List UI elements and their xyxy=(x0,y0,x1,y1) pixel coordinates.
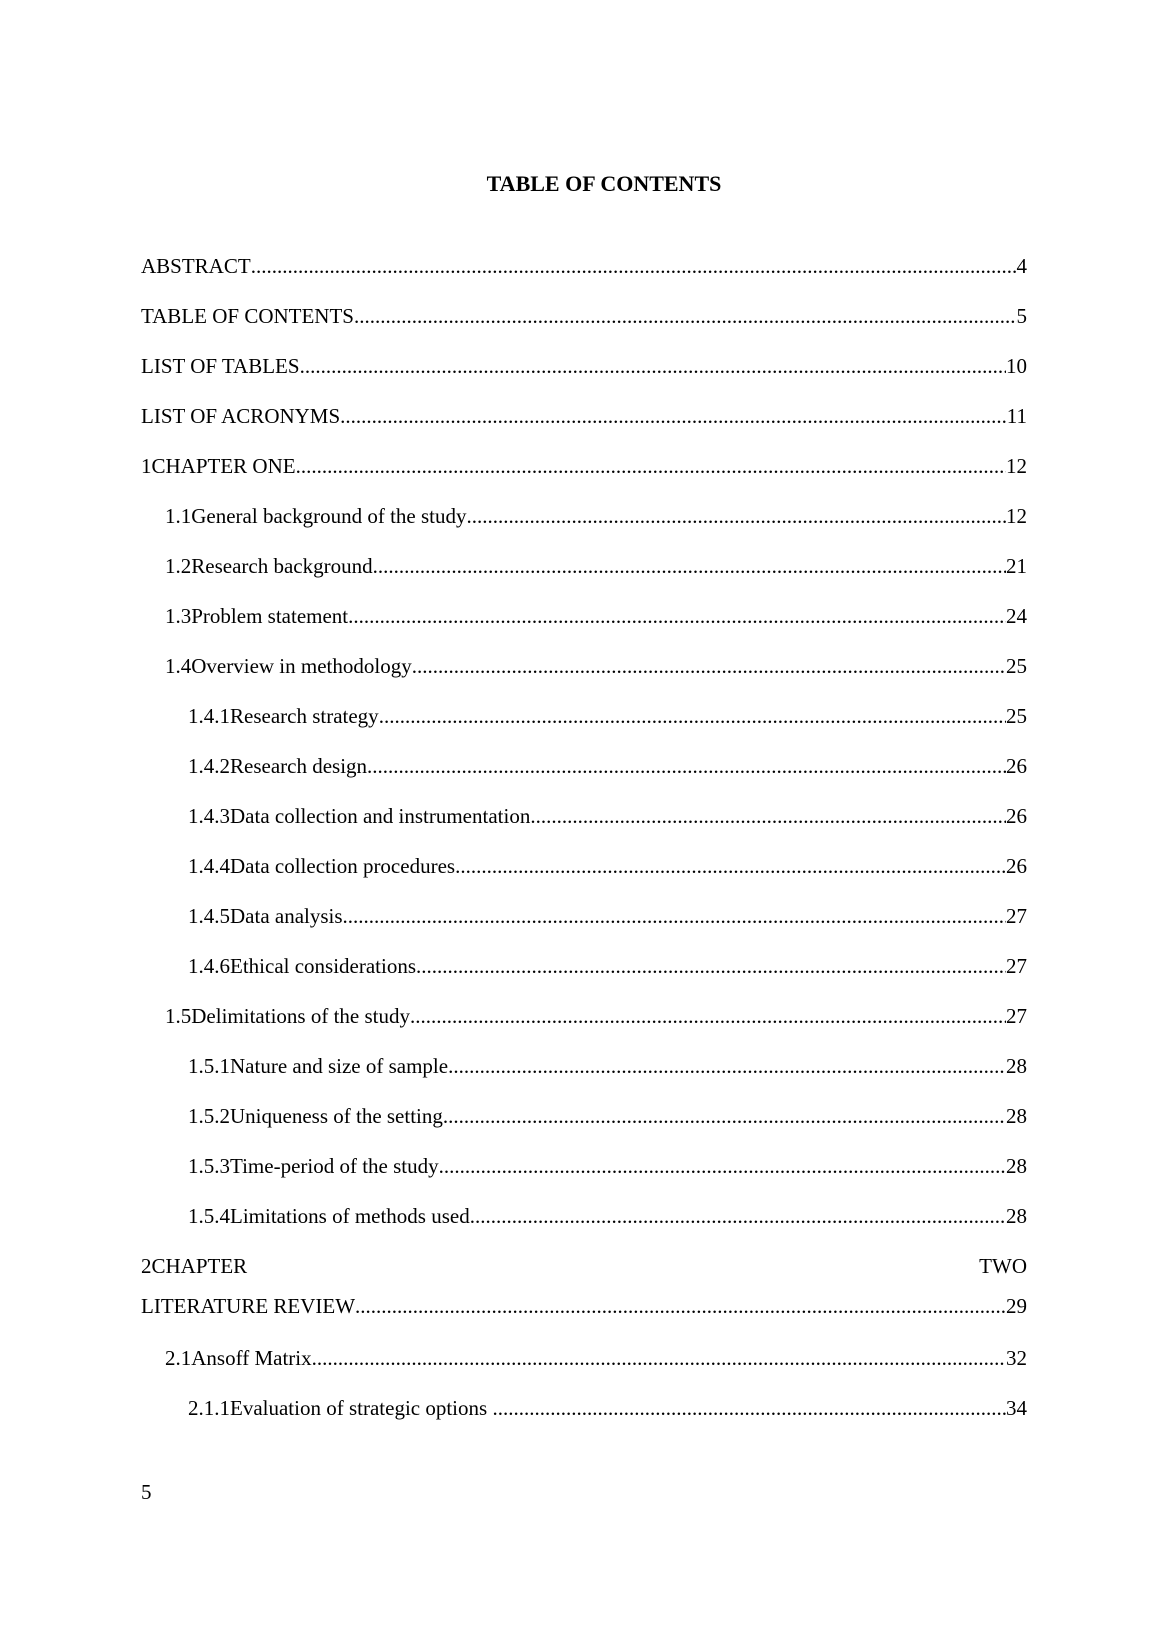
toc-page-number: 32 xyxy=(1006,1346,1027,1370)
toc-page-number: 27 xyxy=(1006,954,1027,978)
toc-dot-leader xyxy=(492,1393,1006,1423)
toc-dot-leader xyxy=(296,451,1006,481)
toc-entry-text: Evaluation of strategic options xyxy=(230,1396,493,1420)
toc-entry-number: 1.4.6 xyxy=(188,954,230,978)
toc-entry-number: 1.1 xyxy=(165,504,192,528)
toc-entry-1-5-4[interactable] xyxy=(141,1201,1027,1251)
toc-dot-leader xyxy=(300,351,1006,381)
toc-dot-leader xyxy=(530,801,1006,831)
toc-entry-number: 1.4.2 xyxy=(188,754,230,778)
toc-page-number: 34 xyxy=(1006,1396,1027,1420)
toc-entry-number: 1.5.4 xyxy=(188,1204,230,1228)
toc-page-number: 11 xyxy=(1006,404,1027,428)
toc-page-number: 21 xyxy=(1006,554,1027,578)
toc-entry-list-of-tables[interactable] xyxy=(141,351,1027,401)
toc-entry-chapter-two[interactable] xyxy=(141,1251,1027,1343)
toc-dot-leader xyxy=(354,301,1017,331)
toc-entry-1-4-5[interactable] xyxy=(141,901,1027,951)
toc-dot-leader xyxy=(467,501,1007,531)
toc-entry-line-2 xyxy=(141,1291,1027,1343)
toc-dot-leader xyxy=(343,901,1006,931)
toc-entry-number: 1.4.3 xyxy=(188,804,230,828)
toc-entry-text: Data collection procedures xyxy=(230,854,456,878)
toc-entry-number: 1.4 xyxy=(165,654,192,678)
toc-page-number: 26 xyxy=(1006,854,1027,878)
toc-entry-text: ABSTRACT xyxy=(141,254,251,278)
toc-entry-number: 1 xyxy=(141,454,152,478)
toc-entry-text: Data analysis xyxy=(230,904,343,928)
toc-dot-leader xyxy=(373,551,1006,581)
toc-entry-1-5[interactable] xyxy=(141,1001,1027,1051)
toc-entry-number: 1.4.4 xyxy=(188,854,230,878)
toc-entry-number: 2.1.1 xyxy=(188,1396,230,1420)
toc-page-number: 12 xyxy=(1006,504,1027,528)
toc-entry-1-5-3[interactable] xyxy=(141,1151,1027,1201)
toc-page-number: 29 xyxy=(1006,1294,1027,1318)
toc-page-number: 27 xyxy=(1006,1004,1027,1028)
toc-entry-text: Delimitations of the study xyxy=(191,1004,410,1028)
toc-entry-chapter-one[interactable] xyxy=(141,451,1027,501)
toc-entry-number: 2.1 xyxy=(165,1346,192,1370)
toc-page-number: 24 xyxy=(1006,604,1027,628)
toc-entry-abstract[interactable] xyxy=(141,251,1027,301)
toc-dot-leader xyxy=(251,251,1017,281)
toc-page-number: 28 xyxy=(1006,1054,1027,1078)
toc-page-number: 25 xyxy=(1006,654,1027,678)
toc-dot-leader xyxy=(367,751,1006,781)
toc-page-number: 5 xyxy=(1016,304,1027,328)
toc-entry-2-1-1[interactable] xyxy=(141,1393,1027,1443)
toc-entry-text: Limitations of methods used xyxy=(230,1204,470,1228)
toc-entry-text: Ethical considerations xyxy=(230,954,417,978)
toc-entry-text: Data collection and instrumentation xyxy=(230,804,531,828)
toc-entry-1-4-2[interactable] xyxy=(141,751,1027,801)
toc-dot-leader xyxy=(448,1051,1006,1081)
toc-entry-text: Ansoff Matrix xyxy=(191,1346,312,1370)
toc-entry-text: General background of the study xyxy=(191,504,467,528)
toc-entry-text-right: TWO xyxy=(979,1254,1027,1278)
toc-entry-1-3[interactable] xyxy=(141,601,1027,651)
toc-entry-1-4-1[interactable] xyxy=(141,701,1027,751)
toc-page-number: 27 xyxy=(1006,904,1027,928)
toc-entry-1-1[interactable] xyxy=(141,501,1027,551)
toc-entry-text: LIST OF ACRONYMS xyxy=(141,404,341,428)
toc-entry-text: Research strategy xyxy=(230,704,379,728)
toc-dot-leader xyxy=(340,401,1007,431)
toc-entry-text: Problem statement xyxy=(191,604,349,628)
toc-entry-text: Uniqueness of the setting xyxy=(230,1104,443,1128)
toc-entry-number: 1.5 xyxy=(165,1004,192,1028)
toc-page-number: 28 xyxy=(1006,1154,1027,1178)
toc-entry-text: Research background xyxy=(191,554,373,578)
toc-dot-leader xyxy=(470,1201,1006,1231)
toc-entry-number: 1.4.5 xyxy=(188,904,230,928)
toc-page-number: 25 xyxy=(1006,704,1027,728)
toc-page-number: 4 xyxy=(1016,254,1027,278)
toc-entry-number: 1.5.1 xyxy=(188,1054,230,1078)
toc-page-number: 28 xyxy=(1006,1204,1027,1228)
toc-entry-text: Time-period of the study xyxy=(230,1154,439,1178)
toc-entry-number: 1.3 xyxy=(165,604,192,628)
toc-entry-text: LITERATURE REVIEW xyxy=(141,1294,356,1318)
toc-dot-leader xyxy=(379,701,1006,731)
toc-entry-text: LIST OF TABLES xyxy=(141,354,300,378)
toc-entry-1-2[interactable] xyxy=(141,551,1027,601)
toc-entry-1-4-3[interactable] xyxy=(141,801,1027,851)
toc-entry-text: Research design xyxy=(230,754,368,778)
toc-entry-1-4-4[interactable] xyxy=(141,851,1027,901)
toc-entry-2-1[interactable] xyxy=(141,1343,1027,1393)
toc-dot-leader xyxy=(439,1151,1006,1181)
toc-entry-number: 1.5.2 xyxy=(188,1104,230,1128)
toc-page-number: 26 xyxy=(1006,754,1027,778)
toc-entry-table-of-contents[interactable] xyxy=(141,301,1027,351)
toc-entry-text: TABLE OF CONTENTS xyxy=(141,304,354,328)
toc-entry-text: Overview in methodology xyxy=(191,654,412,678)
toc-dot-leader xyxy=(410,1001,1006,1031)
page-footer-number: 5 xyxy=(141,1480,152,1504)
toc-entry-1-4-6[interactable] xyxy=(141,951,1027,1001)
toc-entry-text: CHAPTER ONE xyxy=(151,454,296,478)
toc-dot-leader xyxy=(416,951,1006,981)
toc-entry-list-of-acronyms[interactable] xyxy=(141,401,1027,451)
toc-entry-number: 1.4.1 xyxy=(188,704,230,728)
toc-entry-heading-left xyxy=(141,1251,247,1281)
toc-dot-leader xyxy=(412,651,1006,681)
toc-page-number: 10 xyxy=(1006,354,1027,378)
toc-entry-1-4[interactable] xyxy=(141,651,1027,701)
toc-dot-leader xyxy=(455,851,1006,881)
toc-dot-leader xyxy=(348,601,1006,631)
toc-page-number: 26 xyxy=(1006,804,1027,828)
toc-entry-number: 1.2 xyxy=(165,554,192,578)
toc-entry-number: 1.5.3 xyxy=(188,1154,230,1178)
toc-list xyxy=(141,251,1027,1443)
toc-dot-leader xyxy=(443,1101,1006,1131)
toc-dot-leader xyxy=(355,1291,1006,1321)
toc-entry-text: Nature and size of sample xyxy=(230,1054,449,1078)
toc-entry-1-5-2[interactable] xyxy=(141,1101,1027,1151)
toc-dot-leader xyxy=(312,1343,1006,1373)
toc-page-number: 12 xyxy=(1006,454,1027,478)
toc-entry-text: CHAPTER xyxy=(151,1254,248,1278)
toc-page-number: 28 xyxy=(1006,1104,1027,1128)
toc-entry-number: 2 xyxy=(141,1254,152,1278)
toc-entry-line-1 xyxy=(141,1251,1027,1291)
toc-entry-1-5-1[interactable] xyxy=(141,1051,1027,1101)
page-title: TABLE OF CONTENTS xyxy=(486,171,722,196)
